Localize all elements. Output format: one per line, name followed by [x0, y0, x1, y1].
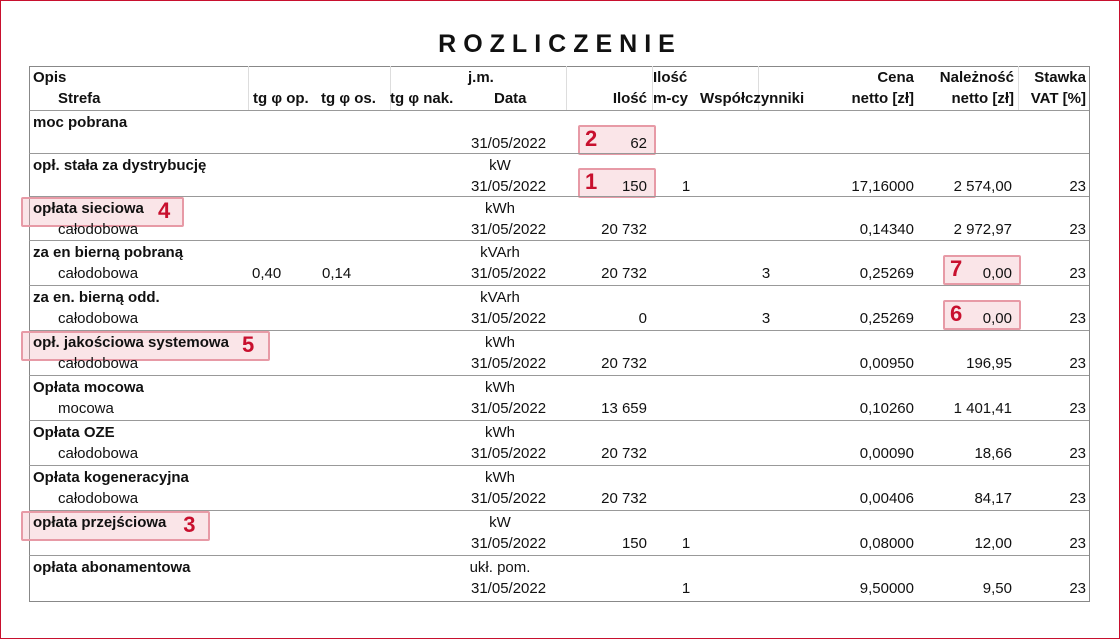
row-unit: kW	[489, 514, 511, 531]
header-jm: j.m.	[468, 69, 494, 86]
row-unit: kWh	[485, 200, 515, 217]
row-date: 31/05/2022	[471, 445, 547, 462]
callout-number: 3	[183, 512, 196, 537]
row-amount: 2 972,97	[953, 221, 1012, 238]
row-quantity: 20 732	[601, 221, 647, 238]
row-description: za en. bierną odd.	[33, 289, 160, 306]
callout-number: 1	[585, 169, 598, 194]
row-amount: 9,50	[982, 580, 1012, 597]
row-quantity: 150	[621, 178, 647, 195]
row-unit-price: 0,25269	[859, 310, 914, 327]
row-quantity: 0	[638, 310, 647, 327]
row-description: Opłata mocowa	[33, 379, 144, 396]
row-description: opł. jakościowa systemowa	[33, 334, 229, 351]
row-unit-price: 0,10260	[859, 400, 914, 417]
row-quantity: 20 732	[601, 445, 647, 462]
row-divider	[29, 196, 1089, 197]
row-description: opłata sieciowa	[33, 200, 144, 217]
header-data: Data	[494, 90, 527, 107]
header-stawka: Stawka	[1034, 69, 1086, 86]
row-tg-os: 0,14	[322, 265, 352, 282]
header-tg-op: tg φ op.	[253, 90, 309, 107]
row-amount: 12,00	[974, 535, 1012, 552]
row-date: 31/05/2022	[471, 580, 547, 597]
header-wspolczynniki: Współczynniki	[700, 90, 805, 107]
header-naleznosc: Należność	[939, 69, 1014, 86]
row-quantity: 20 732	[601, 265, 647, 282]
row-coefficients: 3	[761, 310, 771, 327]
row-quantity: 62	[630, 135, 647, 152]
row-zone: całodobowa	[58, 445, 139, 462]
row-description: Opłata OZE	[33, 424, 115, 441]
row-divider	[29, 110, 1089, 111]
page-title: ROZLICZENIE	[438, 30, 682, 58]
row-quantity: 13 659	[601, 400, 647, 417]
row-divider	[29, 465, 1089, 466]
row-divider	[29, 285, 1089, 286]
row-unit: kWh	[485, 469, 515, 486]
row-vat: 23	[1069, 310, 1086, 327]
row-amount: 0,00	[982, 310, 1012, 327]
row-unit: kW	[489, 157, 511, 174]
row-unit: kVArh	[480, 289, 520, 306]
row-description: za en bierną pobraną	[33, 244, 184, 261]
row-quantity: 20 732	[601, 490, 647, 507]
row-quantity: 150	[621, 535, 647, 552]
row-unit-price: 17,16000	[851, 178, 914, 195]
row-zone: mocowa	[58, 400, 114, 417]
row-divider	[29, 153, 1089, 154]
row-divider	[29, 420, 1089, 421]
row-zone: całodobowa	[58, 265, 139, 282]
row-amount: 1 401,41	[953, 400, 1012, 417]
header-cena-netto: netto [zł]	[851, 90, 914, 107]
row-description: opłata abonamentowa	[33, 559, 191, 576]
row-unit: ukł. pom.	[469, 559, 531, 576]
row-unit-price: 0,00950	[859, 355, 914, 372]
row-months: 1	[681, 580, 691, 597]
callout-number: 4	[158, 198, 171, 223]
row-amount: 18,66	[974, 445, 1012, 462]
row-description: Opłata kogeneracyjna	[33, 469, 189, 486]
row-vat: 23	[1069, 535, 1086, 552]
callout-number: 6	[950, 301, 963, 326]
callout-number: 5	[242, 332, 255, 357]
row-unit: kWh	[485, 379, 515, 396]
row-unit-price: 0,14340	[859, 221, 914, 238]
row-unit-price: 9,50000	[859, 580, 914, 597]
row-unit: kWh	[485, 334, 515, 351]
row-zone: całodobowa	[58, 310, 139, 327]
row-vat: 23	[1069, 178, 1086, 195]
row-date: 31/05/2022	[471, 135, 547, 152]
row-amount: 0,00	[982, 265, 1012, 282]
row-tg-op: 0,40	[252, 265, 282, 282]
row-months: 1	[681, 178, 691, 195]
row-vat: 23	[1069, 265, 1086, 282]
row-unit: kWh	[485, 424, 515, 441]
row-coefficients: 3	[761, 265, 771, 282]
row-zone: całodobowa	[58, 221, 139, 238]
row-vat: 23	[1069, 355, 1086, 372]
row-zone: całodobowa	[58, 355, 139, 372]
header-cena: Cena	[877, 69, 914, 86]
header-mcy: m-cy	[653, 90, 689, 107]
row-amount: 2 574,00	[953, 178, 1012, 195]
header-ilosc-mcy: Ilość	[653, 69, 688, 86]
header-naleznosc-netto: netto [zł]	[951, 90, 1014, 107]
row-date: 31/05/2022	[471, 490, 547, 507]
row-amount: 84,17	[974, 490, 1012, 507]
row-quantity: 20 732	[601, 355, 647, 372]
row-unit-price: 0,00406	[859, 490, 914, 507]
row-vat: 23	[1069, 445, 1086, 462]
row-zone: całodobowa	[58, 490, 139, 507]
header-tg-os: tg φ os.	[321, 90, 376, 107]
row-date: 31/05/2022	[471, 221, 547, 238]
header-ilosc: Ilość	[612, 90, 647, 107]
row-date: 31/05/2022	[471, 400, 547, 417]
callout-number: 2	[585, 126, 598, 151]
row-vat: 23	[1069, 580, 1086, 597]
row-vat: 23	[1069, 221, 1086, 238]
row-divider	[29, 555, 1089, 556]
header-tg-nak: tg φ nak.	[390, 90, 454, 107]
row-date: 31/05/2022	[471, 535, 547, 552]
row-months: 1	[681, 535, 691, 552]
row-amount: 196,95	[966, 355, 1012, 372]
header-opis: Opis	[33, 69, 67, 86]
row-unit: kVArh	[480, 244, 520, 261]
row-description: moc pobrana	[33, 114, 128, 131]
header-strefa: Strefa	[58, 90, 101, 107]
row-date: 31/05/2022	[471, 355, 547, 372]
row-vat: 23	[1069, 400, 1086, 417]
row-vat: 23	[1069, 490, 1086, 507]
row-divider	[29, 375, 1089, 376]
row-unit-price: 0,08000	[859, 535, 914, 552]
row-divider	[29, 240, 1089, 241]
callout-number: 7	[950, 256, 963, 281]
row-date: 31/05/2022	[471, 265, 547, 282]
row-date: 31/05/2022	[471, 178, 547, 195]
row-description: opłata przejściowa	[33, 514, 167, 531]
row-unit-price: 0,25269	[859, 265, 914, 282]
row-unit-price: 0,00090	[859, 445, 914, 462]
row-date: 31/05/2022	[471, 310, 547, 327]
row-description: opł. stała za dystrybucję	[33, 157, 207, 174]
header-vat: VAT [%]	[1030, 90, 1086, 107]
